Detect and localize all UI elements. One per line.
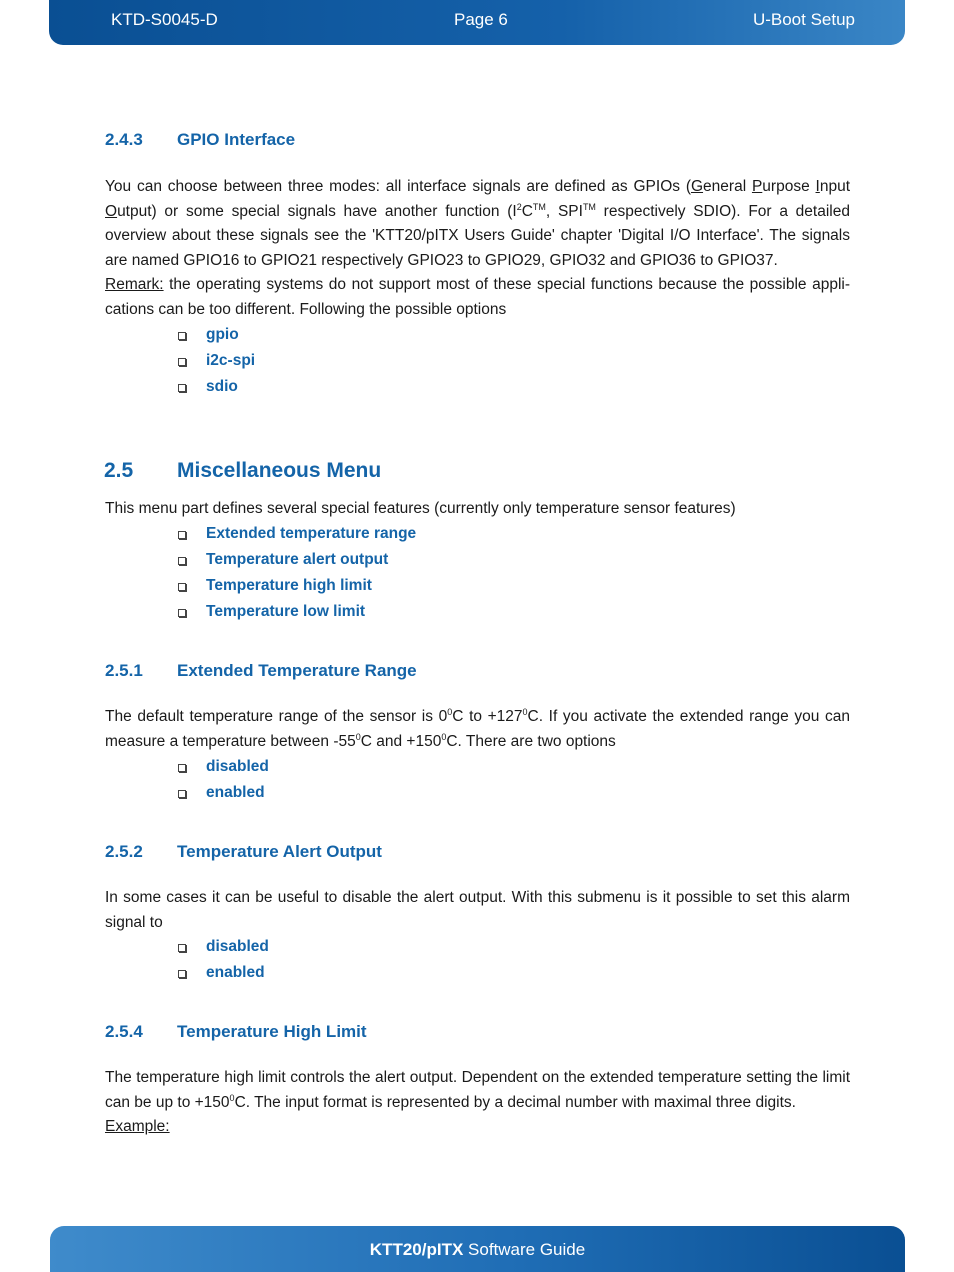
alert-options-list (178, 934, 269, 986)
checkbox-bullet-icon (178, 384, 186, 392)
superscript: 2 (516, 201, 522, 212)
text-run: The default temperature range of the sensor is 0 (105, 708, 448, 725)
checkbox-bullet-icon (178, 764, 186, 772)
list-item-label: Temperature low limit (206, 603, 366, 620)
misc-intro: This menu part defines several special features (currently only temperature sensor features) (105, 500, 736, 517)
heading-2-5-2 (105, 842, 382, 862)
list-item-label: Temperature alert output (206, 551, 389, 568)
degree-sup: 0 (355, 731, 361, 742)
example-label: Example: (105, 1118, 170, 1135)
heading-2-5-4 (105, 1022, 367, 1042)
text-run: nput (819, 178, 850, 195)
header-section: U-Boot Setup (752, 10, 855, 29)
heading-number: 2.5.4 (105, 1022, 143, 1041)
heading-title: Temperature Alert Output (177, 842, 382, 861)
degree-sup: 0 (441, 731, 447, 742)
checkbox-bullet-icon (178, 970, 186, 978)
checkbox-bullet-icon (178, 332, 186, 340)
heading-2-5 (104, 459, 381, 483)
text-run: eneral (703, 178, 752, 195)
page-number: Page 6 (454, 10, 508, 29)
heading-number: 2.4.3 (105, 130, 143, 149)
list-item-label: disabled (206, 758, 269, 775)
list-item-label: disabled (206, 938, 269, 955)
list-item (178, 547, 416, 573)
list-item (178, 573, 416, 599)
heading-title: Extended Temperature Range (177, 661, 417, 680)
list-item-label: sdio (206, 378, 238, 395)
checkbox-bullet-icon (178, 609, 186, 617)
list-item (178, 348, 255, 374)
page-footer (50, 1226, 905, 1272)
remark-text: the operating systems do not support most of these special functions because the possible appli-cations can be too different. Following the possible options (105, 276, 850, 318)
misc-items-list (178, 521, 416, 625)
text-run: C. The input format is represented by a decimal number with maximal three digits. (234, 1093, 796, 1111)
list-item-label: i2c-spi (206, 352, 256, 369)
heading-title: Temperature High Limit (177, 1022, 367, 1041)
heading-title: Miscellaneous Menu (177, 459, 382, 482)
text-run: O (105, 202, 118, 220)
text-run: utput) or some special signals have another function (I (117, 202, 517, 220)
text-run: You can choose between three modes: all interface signals are defined as GPIOs ( (105, 178, 691, 195)
doc-id: KTD-S0045-D (111, 10, 218, 29)
trademark: TM (582, 201, 596, 212)
checkbox-bullet-icon (178, 790, 186, 798)
ext-temp-options-list (178, 754, 269, 806)
list-item-label: enabled (206, 784, 265, 801)
text-run: urpose (762, 178, 816, 195)
text-run: P (751, 178, 763, 195)
high-limit-paragraph (105, 1066, 850, 1140)
heading-number: 2.5 (104, 459, 134, 482)
gpio-paragraph (105, 175, 850, 322)
text-run: I (815, 178, 820, 195)
degree-sup: 0 (447, 706, 453, 717)
text-run: G (690, 178, 704, 195)
text-run: , SPI (545, 202, 583, 220)
list-item (178, 754, 269, 780)
footer-product: KTT20/pITX (369, 1240, 464, 1259)
list-item (178, 960, 269, 986)
page-header (49, 0, 905, 45)
footer-title: Software Guide (463, 1240, 586, 1259)
list-item-label: Temperature high limit (206, 577, 372, 594)
heading-number: 2.5.1 (105, 661, 143, 680)
list-item (178, 599, 416, 625)
list-item-label: Extended temperature range (206, 525, 417, 542)
heading-title: GPIO Interface (177, 130, 296, 149)
text-run: C and +150 (360, 732, 442, 750)
ext-temp-paragraph (105, 705, 850, 754)
list-item-label: enabled (206, 964, 265, 981)
checkbox-bullet-icon (178, 358, 186, 366)
text-run: C (521, 202, 533, 220)
list-item (178, 780, 269, 806)
gpio-options-list (178, 322, 255, 400)
list-item (178, 374, 255, 400)
heading-2-4-3 (105, 130, 295, 150)
heading-2-5-1 (105, 661, 417, 681)
heading-number: 2.5.2 (105, 842, 143, 861)
checkbox-bullet-icon (178, 531, 186, 539)
list-item (178, 322, 255, 348)
list-item (178, 521, 416, 547)
list-item-label: gpio (206, 326, 239, 343)
footer-text (50, 1240, 905, 1260)
list-item (178, 934, 269, 960)
text-run: The temperature high limit controls the alert output. Dependent on the extended temperature setting the limit can be up to +150 (105, 1069, 850, 1111)
trademark: TM (532, 201, 546, 212)
remark-label: Remark: (105, 276, 164, 293)
text-run: C. There are two options (446, 732, 616, 750)
checkbox-bullet-icon (178, 583, 186, 591)
checkbox-bullet-icon (178, 557, 186, 565)
text-run: C. If you activate the extended range you can measure a temperature between -55 (105, 708, 850, 750)
degree-sup: 0 (229, 1092, 235, 1103)
text-run: C to +127 (452, 708, 523, 725)
text-run: respectively SDIO). For a detailed overview about these signals see the 'KTT20/pITX Users Guide' chapter 'Digital I/O Interface'. The signals are named GPIO16 to GPIO21 respectively GPIO23 to GPIO29, GPIO32 and GPIO36 to GPIO37. (105, 202, 850, 269)
alert-output-paragraph: In some cases it can be useful to disable the alert output. With this submenu is it possible to set this alarm signal to (105, 889, 850, 931)
degree-sup: 0 (522, 706, 528, 717)
checkbox-bullet-icon (178, 944, 186, 952)
